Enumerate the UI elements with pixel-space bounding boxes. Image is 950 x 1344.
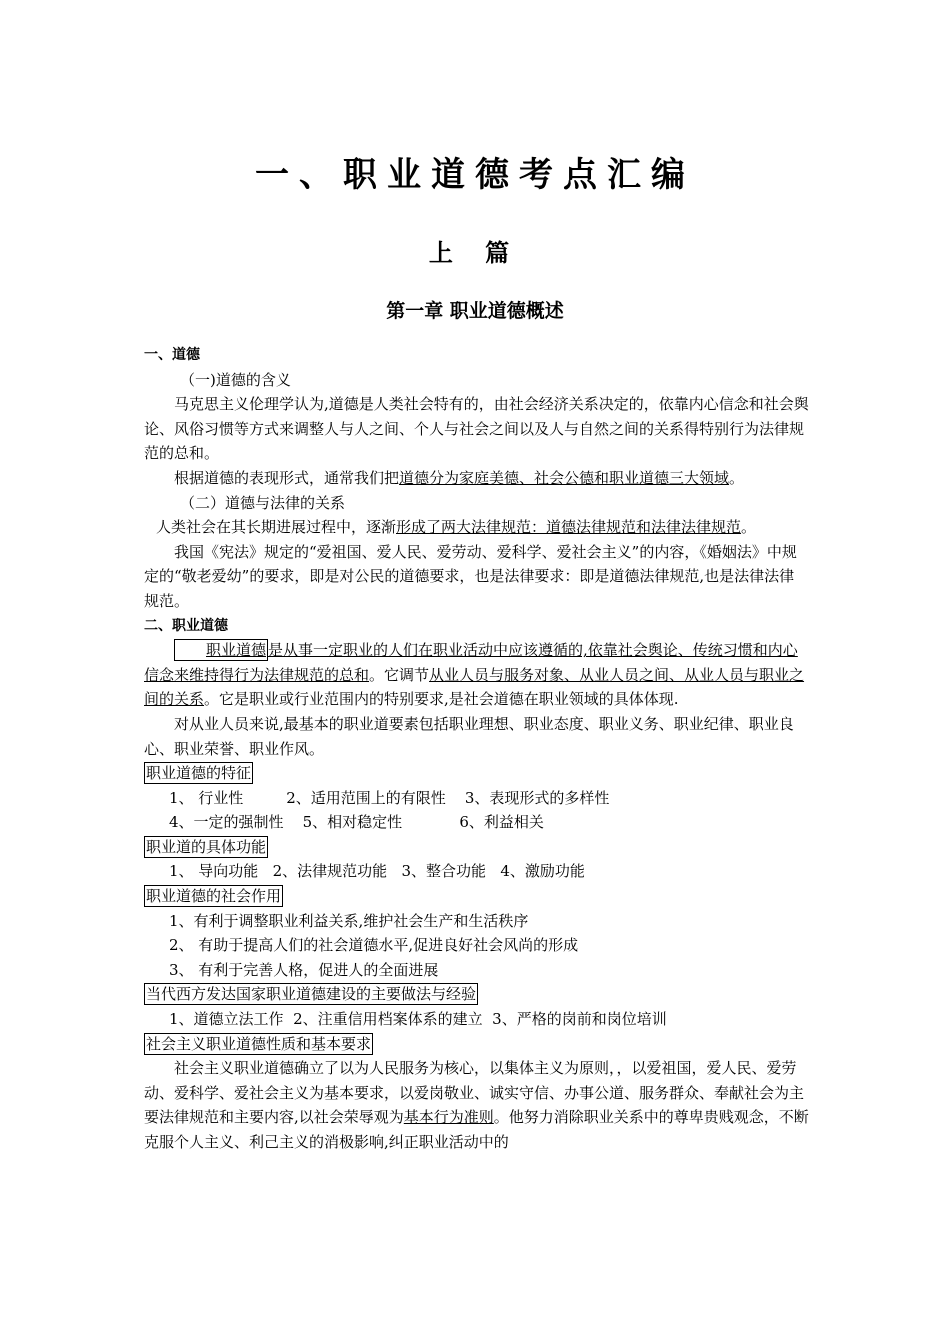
paragraph <box>144 515 809 540</box>
underlined-text: 道德分为家庭美德、社会公德和职业道德三大领域 <box>399 468 730 487</box>
text: 。它是职业或行业范围内的特别要求,是社会道德在职业领域的具体体现. <box>204 690 679 709</box>
list-line: 1、 行业性 2、适用范围上的有限性 3、表现形式的多样性 <box>169 788 610 807</box>
paragraph: 马克思主义伦理学认为,道德是人类社会特有的，由社会经济关系决定的，依靠内心信念和社会舆论、风俗习惯等方式来调整人与人之间、个人与社会之间以及人与自然之间的关系得特别行为法律规范的总和。 <box>144 395 809 463</box>
document-title: 一、职业道德考点汇编 <box>255 155 695 195</box>
boxed-heading-features <box>144 761 809 786</box>
boxed-heading-functions <box>144 835 809 860</box>
underlined-text: 形成了两大法律规范：道德法律规范和法律法律规范 <box>396 518 742 537</box>
part-heading: 上 篇 <box>428 239 522 267</box>
document-body <box>144 343 809 1155</box>
text: 。 <box>741 518 757 537</box>
boxed-title: 当代西方发达国家职业道德建设的主要做法与经验 <box>146 985 477 1004</box>
text: 根据道德的表现形式，通常我们把 <box>174 468 400 487</box>
list-line: 2、 有助于提高人们的社会道德水平,促进良好社会风尚的形成 <box>169 936 579 955</box>
boxed-heading-socialist-ethics <box>144 1032 809 1057</box>
section-heading-professional-ethics: 二、职业道德 <box>144 617 228 634</box>
list-line: 1、道德立法工作 2、注重信用档案体系的建立 3、严格的岗前和岗位培训 <box>169 1010 667 1029</box>
list-line: 1、 导向功能 2、法律规范功能 3、整合功能 4、激励功能 <box>169 862 585 881</box>
underlined-text: 基本行为准则 <box>403 1108 494 1127</box>
boxed-term: 职业道德 <box>174 639 268 661</box>
paragraph <box>144 1056 809 1154</box>
boxed-heading-social-role <box>144 884 809 909</box>
text: 。他努力消除职业关系中的尊卑贵贱观念，不断克服个人主义、利己主义的消极影响,纠正职业活动中的 <box>144 1108 809 1151</box>
underlined-text: 从业人员与服务对象、从业人员之间、从业人员与职业之间的关系 <box>144 665 805 709</box>
underlined-text: 是从事一定职业的人们在职业活动中应该遵循的,依靠社会舆论、传统习惯和内心信念来维持得行为法律规范的总和 <box>144 641 798 684</box>
paragraph: 我国《宪法》规定的“爱祖国、爱人民、爱劳动、爱科学、爱社会主义”的内容，《婚姻法》中规定的“敬老爱幼”的要求，即是对公民的道德要求，也是法律要求：即是道德法律规范,也是法律法律规范。 <box>144 542 797 610</box>
chapter-heading: 第一章 职业道德概述 <box>386 300 564 322</box>
text: 人类社会在其长期进展过程中，逐渐 <box>156 518 397 537</box>
paragraph <box>144 466 809 491</box>
section-heading-morality: 一、道德 <box>144 347 200 363</box>
list-line: 4、一定的强制性 5、相对稳定性 6、利益相关 <box>169 813 544 832</box>
text: 。 <box>729 468 745 487</box>
text: 。它调节 <box>369 665 430 684</box>
paragraph: 对从业人员来说,最基本的职业道要素包括职业理想、职业态度、职业义务、职业纪律、职业良心、职业荣誉、职业作风。 <box>144 714 794 758</box>
boxed-title: 社会主义职业道德性质和基本要求 <box>146 1034 372 1053</box>
list-line: 1、有利于调整职业利益关系,维护社会生产和生活秩序 <box>169 911 529 930</box>
boxed-heading-western-experience <box>144 982 809 1007</box>
subheading-meaning: （一)道德的含义 <box>180 370 291 389</box>
text: 社会主义职业道德确立了以为人民服务为核心，以集体主义为原则，，以爱祖国，爱人民、爱劳动、爱科学、爱社会主义为基本要求，以爱岗敬业、诚实守信、办事公道、服务群众、奉献社会为主要法律规范和主要内容,以社会荣辱观为 <box>144 1059 805 1127</box>
boxed-title: 职业道德的社会作用 <box>146 887 282 906</box>
subheading-relation: （二）道德与法律的关系 <box>180 493 346 512</box>
paragraph <box>144 638 809 712</box>
boxed-title: 职业道德的特征 <box>146 764 252 783</box>
boxed-title: 职业道的具体功能 <box>146 837 267 856</box>
list-line: 3、 有利于完善人格，促进人的全面进展 <box>169 960 439 979</box>
